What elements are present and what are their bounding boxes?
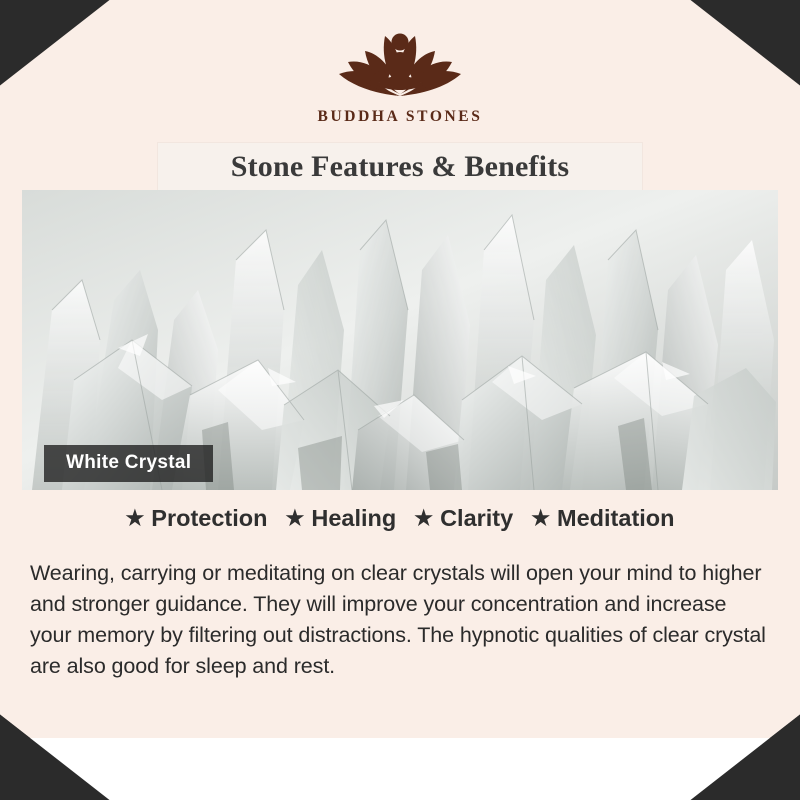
star-icon: ★	[285, 507, 305, 530]
star-icon: ★	[414, 507, 434, 530]
star-icon: ★	[531, 507, 551, 530]
benefit-label: Healing	[311, 505, 397, 531]
page-title: Stone Features & Benefits	[230, 149, 570, 183]
benefit-item	[286, 505, 397, 532]
benefit-label: Meditation	[557, 505, 675, 531]
brand-name: BUDDHA STONES	[317, 108, 483, 125]
star-icon: ★	[125, 507, 145, 530]
brand-logo	[315, 18, 485, 126]
benefit-item	[531, 505, 674, 532]
benefit-label: Protection	[151, 505, 268, 531]
image-caption: White Crystal	[44, 445, 213, 482]
title-banner	[158, 143, 642, 190]
benefit-item	[125, 505, 267, 532]
description-paragraph: Wearing, carrying or meditating on clear crystals will open your mind to higher and stronger guidance. They will improve your concentration and increase your memory by filtering out distractions. The hypnotic qualities of clear crystal are also good for sleep and rest.	[30, 561, 766, 678]
benefits-row	[0, 505, 800, 532]
benefit-item	[414, 505, 513, 532]
hero-image	[22, 190, 778, 490]
benefit-label: Clarity	[440, 505, 514, 531]
bottom-band	[0, 738, 800, 800]
lotus-meditation-figure-icon	[315, 18, 485, 106]
